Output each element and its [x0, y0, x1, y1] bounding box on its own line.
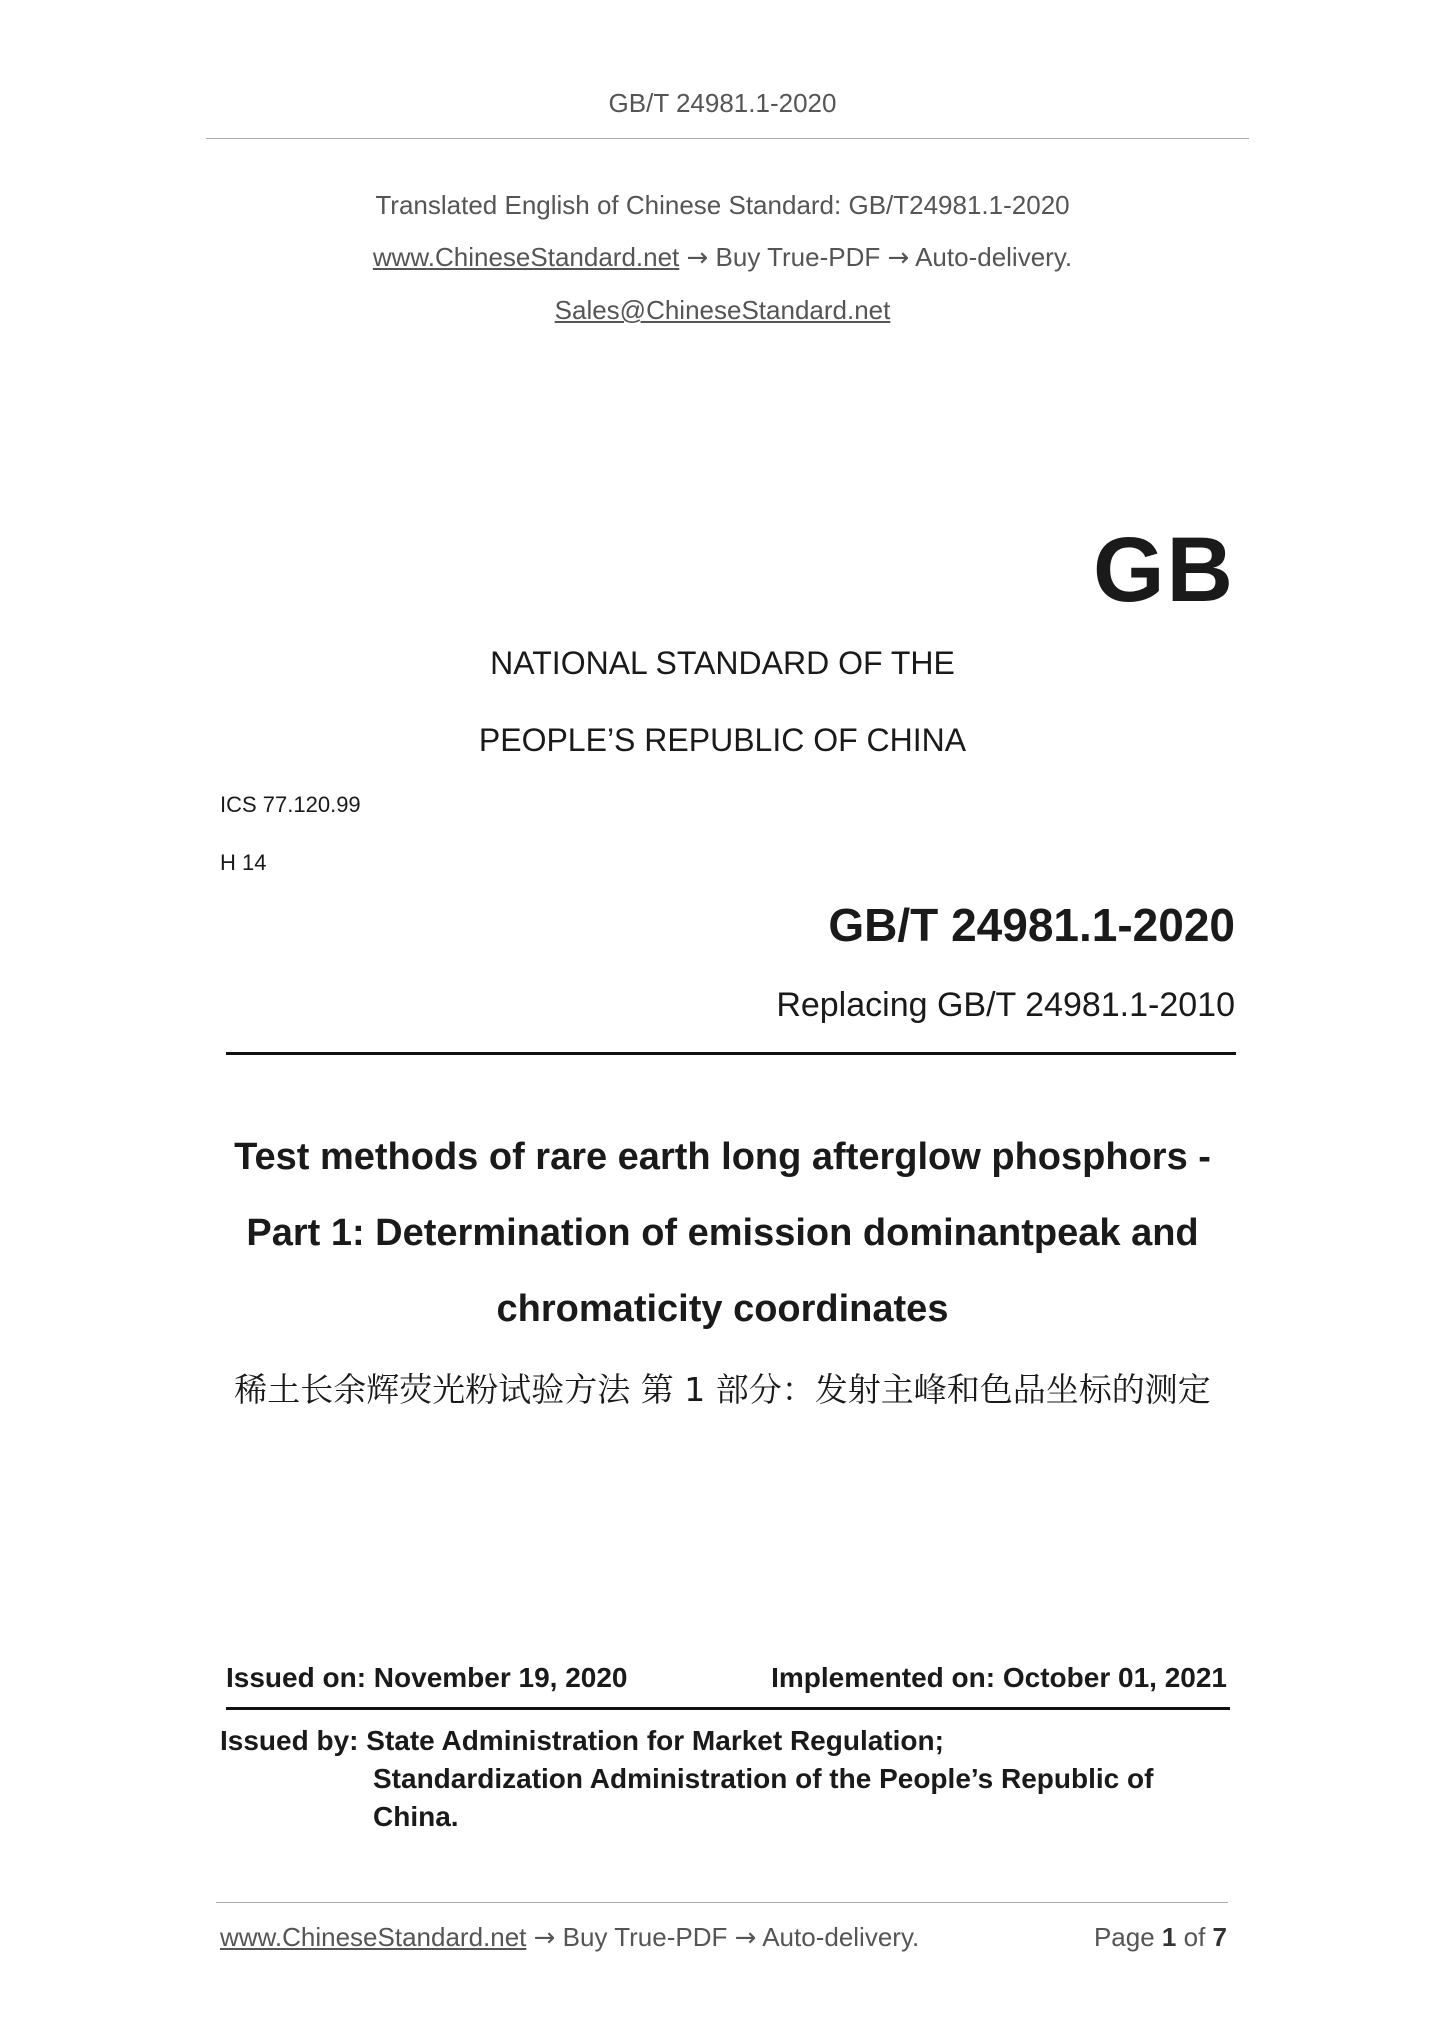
dates-divider [226, 1707, 1230, 1710]
footer-buy-text: Buy True-PDF [562, 1922, 728, 1952]
header-divider [206, 138, 1249, 139]
email-link[interactable]: Sales@ChineseStandard.net [554, 295, 891, 325]
page-word: Page [1093, 1922, 1155, 1952]
gb-mark: GB [1093, 519, 1235, 621]
page-current: 1 [1161, 1922, 1177, 1952]
of-word: of [1183, 1922, 1206, 1952]
arrow-icon: → [887, 243, 910, 273]
email-line [0, 295, 1445, 326]
arrow-icon: → [686, 243, 709, 273]
delivery-text: Auto-delivery. [915, 242, 1073, 272]
title-line: chromaticity coordinates [496, 1288, 949, 1330]
issued-by-authority: Standardization Administration of the People’s Republic of [373, 1763, 1154, 1794]
footer-delivery-text: Auto-delivery. [762, 1922, 920, 1952]
arrow-icon: → [734, 1923, 757, 1953]
site-link[interactable]: www.ChineseStandard.net [372, 242, 680, 272]
national-standard-line1: NATIONAL STANDARD OF THE [490, 645, 955, 681]
running-header: GB/T 24981.1-2020 [608, 88, 837, 118]
title-line: Test methods of rare earth long afterglow phosphors - [234, 1136, 1211, 1178]
footer-divider [216, 1902, 1228, 1903]
footer-promo [220, 1922, 919, 1953]
ccs-code: H 14 [220, 850, 267, 875]
promo-line [0, 242, 1445, 273]
buy-text: Buy True-PDF [715, 242, 881, 272]
page-indicator [1094, 1922, 1227, 1953]
chinese-title: 稀土长余辉荧光粉试验方法 第 1 部分：发射主峰和色品坐标的测定 [234, 1370, 1211, 1409]
arrow-icon: → [533, 1923, 556, 1953]
ics-code: ICS 77.120.99 [220, 792, 361, 817]
footer-site-link[interactable]: www.ChineseStandard.net [220, 1922, 527, 1952]
issued-by-authority: China. [373, 1801, 459, 1832]
issued-by-label: Issued by: [220, 1725, 359, 1756]
title-divider [226, 1052, 1236, 1055]
implemented-on: Implemented on: October 01, 2021 [771, 1662, 1227, 1693]
translation-notice: Translated English of Chinese Standard: GB/T24981.1-2020 [375, 190, 1070, 220]
replacing-standard: Replacing GB/T 24981.1-2010 [776, 986, 1235, 1024]
standard-number: GB/T 24981.1-2020 [828, 899, 1235, 951]
page-total: 7 [1212, 1922, 1227, 1952]
issued-by [220, 1722, 1153, 1836]
issued-by-authority: State Administration for Market Regulation; [366, 1725, 944, 1756]
title-line: Part 1: Determination of emission dominantpeak and [246, 1212, 1199, 1254]
issued-on: Issued on: November 19, 2020 [226, 1662, 628, 1693]
national-standard-line2: PEOPLE’S REPUBLIC OF CHINA [478, 722, 967, 758]
